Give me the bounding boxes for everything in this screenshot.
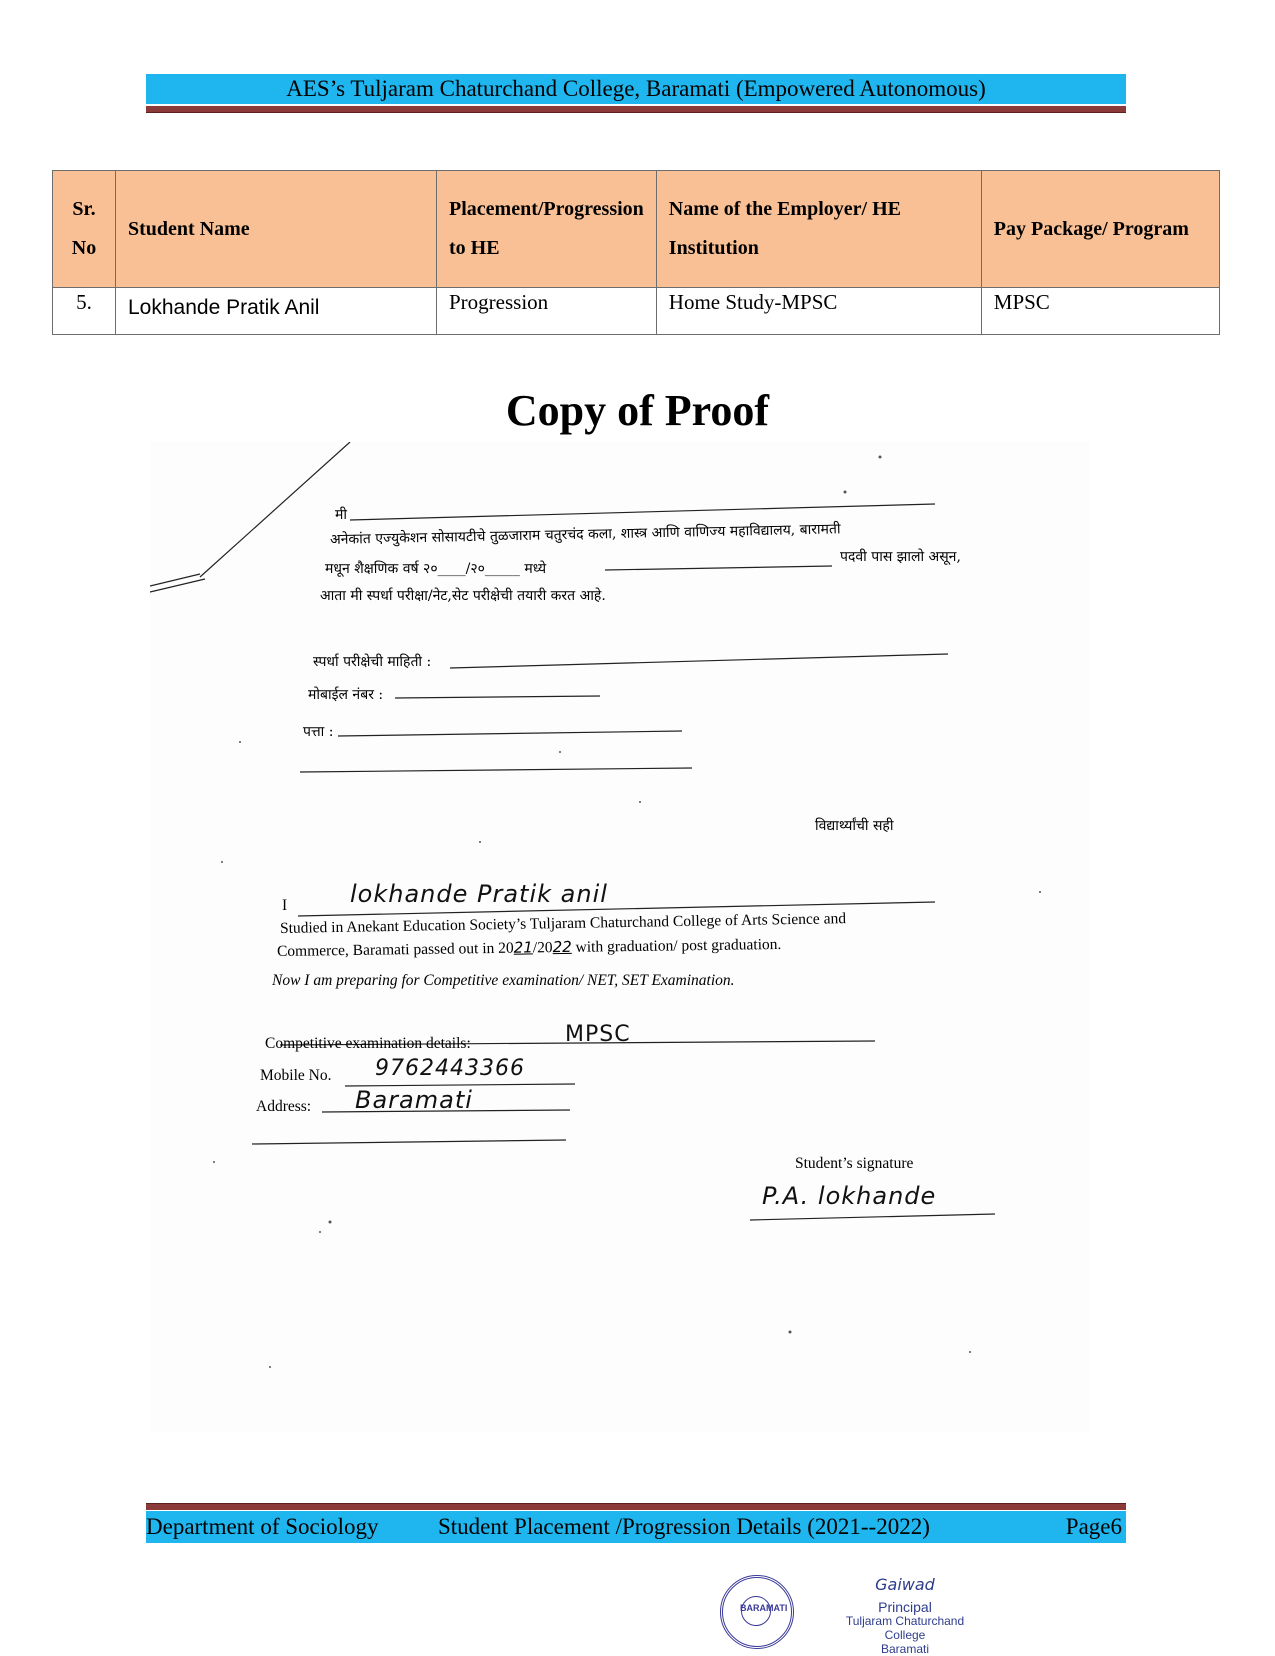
header-pay-package: Pay Package/ Program bbox=[981, 171, 1219, 288]
handwritten-mobile: 9762443366 bbox=[375, 1056, 525, 1081]
english-line-2c: with graduation/ post graduation. bbox=[575, 935, 782, 956]
marathi-exam-label: स्पर्धा परीक्षेची माहिती : bbox=[313, 654, 432, 670]
cell-employer: Home Study-MPSC bbox=[656, 288, 981, 335]
proof-scan bbox=[150, 442, 1090, 1432]
header-placement: Placement/Progression to HE bbox=[437, 171, 657, 288]
footer-divider bbox=[146, 1503, 1126, 1510]
table-header-row bbox=[53, 171, 1220, 288]
handwritten-address: Baramati bbox=[355, 1086, 473, 1114]
marathi-line-0: मी bbox=[335, 507, 347, 523]
footer bbox=[146, 1511, 1126, 1543]
marathi-line-2a: मधून शैक्षणिक वर्ष २०____/२०_____ मध्ये bbox=[325, 561, 547, 577]
principal-stamp bbox=[830, 1575, 980, 1656]
placement-table bbox=[52, 170, 1220, 335]
footer-department: Department of Sociology bbox=[146, 1514, 379, 1539]
cell-pay-package: MPSC bbox=[981, 288, 1219, 335]
header-employer: Name of the Employer/ HE Institution bbox=[656, 171, 981, 288]
handwritten-exam: MPSC bbox=[565, 1022, 631, 1047]
header-sr-no: Sr. No bbox=[53, 171, 116, 288]
marathi-line-2b: पदवी पास झालो असून, bbox=[840, 549, 961, 565]
header-student-name: Student Name bbox=[116, 171, 437, 288]
english-line-2a: Commerce, Baramati passed out in 20 bbox=[276, 939, 514, 960]
seal-text: BARAMATI bbox=[740, 1603, 788, 1613]
english-i: I bbox=[282, 897, 288, 914]
marathi-address-label: पत्ता : bbox=[303, 724, 334, 740]
handwritten-name: lokhande Pratik anil bbox=[350, 880, 608, 908]
english-address-label: Address: bbox=[256, 1098, 312, 1115]
english-exam-label: Competitive examination details: bbox=[265, 1035, 471, 1052]
table-row bbox=[53, 288, 1220, 335]
marathi-mobile-label: मोबाईल नंबर : bbox=[308, 687, 384, 703]
principal-role: Principal bbox=[878, 1599, 932, 1615]
handwritten-year-from: 21 bbox=[513, 938, 533, 957]
header-divider bbox=[146, 106, 1126, 113]
english-signature-label: Student’s signature bbox=[795, 1155, 914, 1172]
marathi-line-3: आता मी स्पर्धा परीक्षा/नेट,सेट परीक्षेची तयारी करत आहे. bbox=[320, 588, 606, 604]
handwritten-signature: P.A. lokhande bbox=[762, 1182, 937, 1210]
proof-title: Copy of Proof bbox=[505, 386, 770, 435]
footer-page-number: Page6 bbox=[1065, 1514, 1122, 1539]
college-seal-icon bbox=[720, 1575, 794, 1649]
english-line-2b: /20 bbox=[532, 939, 553, 957]
principal-city: Baramati bbox=[880, 1642, 930, 1656]
marathi-signature-label: विद्यार्थ्यांची सही bbox=[815, 818, 894, 834]
principal-signature: Gaiwad bbox=[875, 1575, 935, 1594]
handwritten-year-to: 22 bbox=[552, 937, 572, 957]
footer-title: Student Placement /Progression Details (2021--2022) bbox=[438, 1514, 930, 1539]
marathi-line-1: अनेकांत एज्युकेशन सोसायटीचे तुळजाराम चतुरचंद कला, शास्त्र आणि वाणिज्य महाविद्यालय, बारामती bbox=[329, 521, 841, 548]
header-title: AES’s Tuljaram Chaturchand College, Baramati (Empowered Autonomous) bbox=[146, 74, 1126, 104]
english-line-3: Now I am preparing for Competitive examination/ NET, SET Examination. bbox=[272, 972, 735, 989]
cell-student-name: Lokhande Pratik Anil bbox=[116, 288, 437, 335]
cell-placement: Progression bbox=[437, 288, 657, 335]
english-line-1: Studied in Anekant Education Society’s Tuljaram Chaturchand College of Arts Science and bbox=[279, 910, 847, 937]
english-mobile-label: Mobile No. bbox=[260, 1067, 332, 1084]
principal-college: Tuljaram Chaturchand College bbox=[845, 1614, 965, 1642]
cell-sr-no: 5. bbox=[53, 288, 116, 335]
